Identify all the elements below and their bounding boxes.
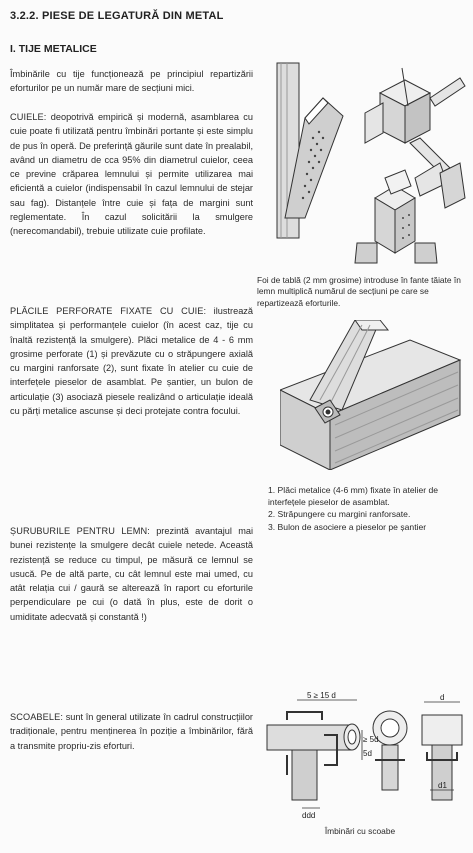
- dim-d: d: [440, 693, 445, 702]
- placile-text: ilustrează simplitatea și performanțele cuielor (în acest caz, tije cu înaltă rezistență la smulgere). Plăci metalice de 4 - 6 mm grosime perforate (1) și prevăzute cu o străpungere axială cu margini ranforsate (2), sunt fixate în atelier cu cuie de interfețele pieselor de asamblat. Pe șantier, un bulon de articulație (3) asociază piesele realizând o articulație ideală cu părți metalice ascunse și deci protejate contra focului.: [10, 306, 254, 417]
- suruburile-paragraph: [10, 524, 253, 624]
- suruburile-heading: ȘURUBURILE PENTRU LEMN:: [10, 526, 150, 536]
- legend-item-2: 2. Străpungere cu margini ranforsate.: [268, 509, 411, 520]
- cuiele-paragraph: [10, 110, 253, 239]
- subsection-title: I. TIJE METALICE: [10, 43, 97, 55]
- figure3-caption: Îmbinări cu scoabe: [324, 826, 396, 836]
- legend-item-1: 1. Plăci metalice (4-6 mm) fixate în atelier de interfețele pieselor de asamblat.: [268, 485, 439, 508]
- dim-side2: 5d: [363, 749, 372, 758]
- figure1-caption: Foi de tablă (2 mm grosime) introduse în fante tăiate în lemn multiplică numărul de secțiuni pe care se repartizează eforturile.: [257, 275, 461, 308]
- cuiele-heading: CUIELE:: [10, 112, 47, 122]
- suruburile-text: prezintă avantajul mai bunei rezistențe la smulgere decât cuiele netede. Această rezistență se reduce cu timpul, pe măsură ce lemnul se usucă. Pe de altă parte, cu cât lemnul este mai umed, cu atât relația cui / gaură se alterează în raport cu eforturile perpendiculare pe cui (o dată în plus, este de dorit o umiditate adecvată și constantă !): [10, 526, 253, 622]
- dim-bottom: ddd: [302, 811, 316, 820]
- cuiele-text: deopotrivă empirică și modernă, asamblarea cu cuie poate fi utilizată pentru îmbinări portante și este simplu de pus în operă. De preferință găurile sunt date în prealabil, având un diametru de cca 95% din diametrul cuielor, ceea ce previne crăparea lemnului și permite utilizarea mai eficientă a cuielor (indispensabil în cazul lemnului de stejar sau fag). Distanțele între cuie și fața de margini sunt reglementate. În cazul solicitării la smulgere (nerecomandabil), trebuie utilizate cuie profilate.: [10, 112, 253, 237]
- scoabele-heading: SCOABELE:: [10, 712, 63, 722]
- dim-side1: ≥ 5d: [363, 735, 379, 744]
- placile-paragraph: [10, 304, 253, 418]
- scoabele-paragraph: [10, 710, 253, 753]
- placile-heading: PLĂCILE PERFORATE FIXATE CU CUIE:: [10, 306, 207, 316]
- nailed-plates-figure: [265, 58, 470, 268]
- section-title: 3.2.2. PIESE DE LEGATURĂ DIN METAL: [10, 10, 224, 22]
- figure2-legend: [268, 484, 468, 533]
- staple-joints-figure: [262, 690, 470, 820]
- dim-top: 5 ≥ 15 d: [307, 691, 336, 700]
- dim-d1: d1: [438, 781, 447, 790]
- perforated-plate-joint-figure: [280, 320, 470, 470]
- legend-item-3: 3. Bulon de asociere a pieselor pe șantier: [268, 521, 427, 532]
- intro-paragraph: Îmbinările cu tije funcționează pe principiul repartizării eforturilor pe un număr mare de secțiuni mici.: [10, 69, 253, 94]
- scoabele-text: sunt în general utilizate în cadrul construcțiilor tradiționale, pentru menținerea în poziție a îmbinărilor, fără a transmite propriu-zis eforturi.: [10, 712, 253, 751]
